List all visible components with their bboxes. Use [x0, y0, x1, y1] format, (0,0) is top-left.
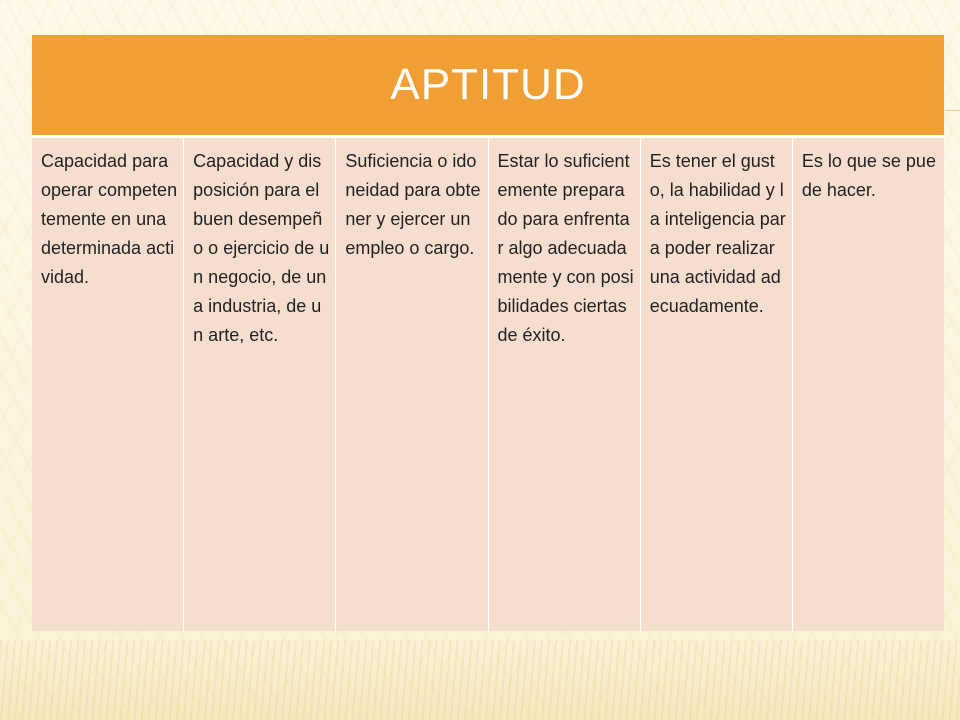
table-row — [32, 138, 944, 631]
table-header — [32, 35, 944, 138]
definition-cell-3: Suficiencia o idoneidad para obtener y ejercer un empleo o cargo. — [336, 138, 488, 631]
definition-cell-5: Es tener el gusto, la habilidad y la inteligencia para poder realizar una actividad adecuadamente. — [641, 138, 793, 631]
slide-title: APTITUD — [390, 60, 586, 109]
background-decoration — [0, 640, 960, 720]
definitions-table — [32, 35, 944, 631]
definition-cell-2: Capacidad y disposición para el buen desempeño o ejercicio de un negocio, de una industria, de un arte, etc. — [184, 138, 336, 631]
accent-line — [945, 110, 960, 111]
definition-cell-4: Estar lo suficientemente preparado para enfrentar algo adecuadamente y con posibilidades ciertas de éxito. — [489, 138, 641, 631]
definition-cell-1: Capacidad para operar competentemente en una determinada actividad. — [32, 138, 184, 631]
definition-cell-6: Es lo que se puede hacer. — [801, 151, 936, 200]
